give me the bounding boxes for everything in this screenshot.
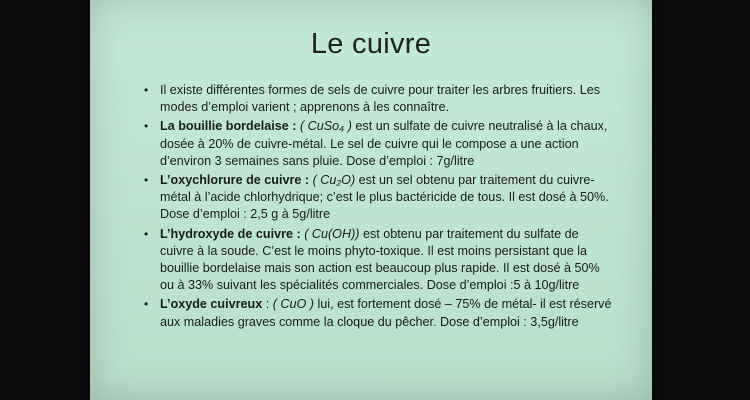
item-formula: ( Cu(OH)) (304, 226, 360, 241)
item-text: Il existe différentes formes de sels de cuivre pour traiter les arbres fruitiers. Les modes d’emploi varient ; apprenons à les connaître. (160, 83, 601, 115)
list-item (144, 226, 614, 295)
item-text: est obtenu par traitement du sulfate de cuivre à la soude. C’est le moins phyto-toxique. Il est moins persistant que la bouillie bordelaise mais son action est beaucoup plus rapide. Il est dosé à 50% ou à 33% suivant les spécialités commerciales. Dose d’emploi :5 à 10g/litre (160, 226, 600, 293)
slide (90, 0, 652, 400)
item-formula: ( Cu₂O) (312, 173, 356, 188)
slide-title: Le cuivre (310, 28, 432, 60)
item-text: est un sel obtenu par traitement du cuivre-métal à l’acide chlorhydrique; c’est le plus bactéricide de tous. Il est dosé à 50%. Dose d’emploi : 2,5 g à 5g/litre (160, 173, 609, 222)
bullet-icon: • (144, 119, 149, 134)
bullet-list (144, 82, 614, 333)
list-item (144, 172, 614, 224)
bullet-icon: • (144, 173, 149, 188)
list-item (144, 118, 614, 170)
bullet-icon: • (144, 226, 149, 241)
item-text: lui, est fortement dosé – 75% de métal- il est réservé aux maladies graves comme la cloque du pêcher. Dose d’emploi : 3,5g/litre (160, 297, 612, 329)
item-term: L’oxyde cuivreux (160, 297, 263, 312)
item-formula: ( CuSo₄ ) (299, 119, 352, 134)
item-text: est un sulfate de cuivre neutralisé à la chaux, dosée à 20% de cuivre-métal. Le sel de cuivre qui le compose a une action d’environ 3 semaines sans pluie. Dose d’emploi : 7g/litre (160, 119, 608, 168)
item-term: L’hydroxyde de cuivre : (160, 226, 305, 241)
list-item (144, 296, 614, 330)
item-term: La bouillie bordelaise : (160, 119, 300, 134)
item-term: L’oxychlorure de cuivre : (160, 173, 313, 188)
item-term-suffix: : (262, 297, 273, 312)
list-item (144, 82, 614, 116)
bullet-icon: • (144, 297, 149, 312)
item-formula: ( CuO ) (272, 297, 314, 312)
bullet-icon: • (144, 83, 149, 97)
